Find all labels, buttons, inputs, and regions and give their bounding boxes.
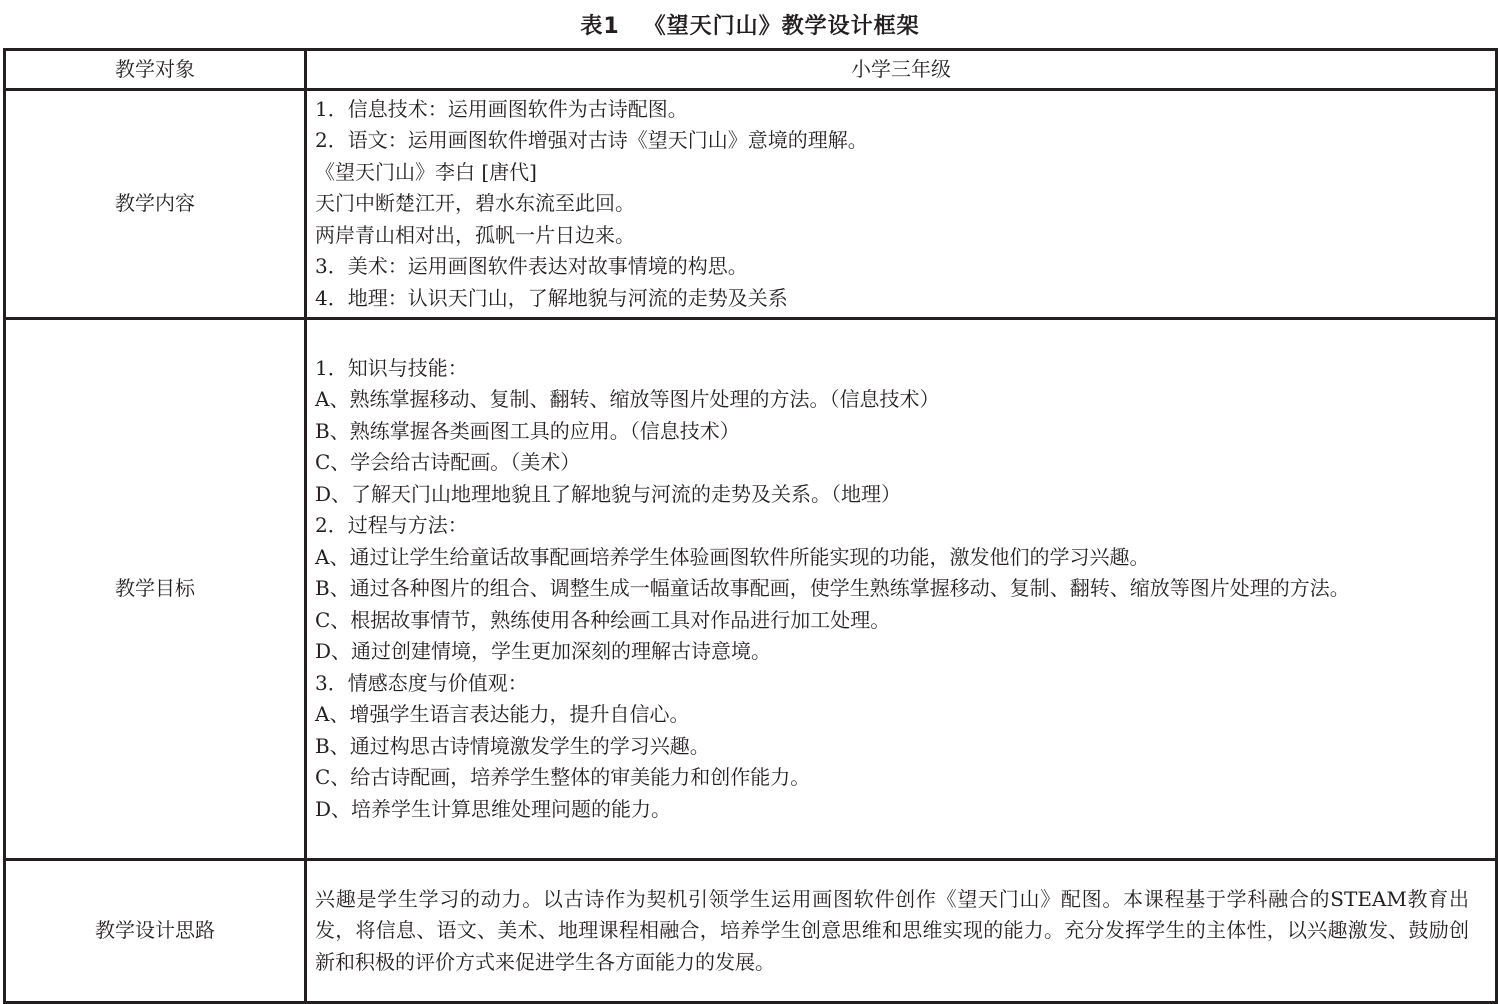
row-value-goals: [306, 319, 1497, 860]
goal-line: C、学会给古诗配画。（美术）: [315, 450, 581, 475]
row-label-goals: 教学目标: [5, 319, 306, 860]
goal-line: 1．知识与技能：: [315, 355, 468, 380]
goal-line: D、培养学生计算思维处理问题的能力。: [315, 796, 672, 821]
content-line: 2．语文：运用画图软件增强对古诗《望天门山》意境的理解。: [315, 128, 868, 153]
goal-line: C、给古诗配画，培养学生整体的审美能力和创作能力。: [315, 765, 811, 790]
content-line: 3．美术：运用画图软件表达对故事情境的构思。: [315, 254, 748, 279]
goal-line: D、了解天门山地理地貌且了解地貌与河流的走势及关系。（地理）: [315, 481, 902, 506]
row-value-content: [306, 90, 1497, 319]
content-line: 《望天门山》李白 [唐代]: [315, 159, 537, 184]
design-paragraph: 兴趣是学生学习的动力。以古诗作为契机引领学生运用画图软件创作《望天门山》配图。本课程基于学科融合的STEAM教育出发，将信息、语文、美术、地理课程相融合，培养学生创意思维和思维实现的能力。充分发挥学生的主体性，以兴趣激发、鼓励创新和积极的评价方式来促进学生各方面能力的发展。: [315, 886, 1469, 974]
content-line: 1．信息技术：运用画图软件为古诗配图。: [315, 96, 688, 121]
content-line: 天门中断楚江开，碧水东流至此回。: [315, 191, 635, 216]
table-title: 《望天门山》教学设计框架: [643, 14, 920, 39]
goal-line: A、通过让学生给童话故事配画培养学生体验画图软件所能实现的功能，激发他们的学习兴趣。: [315, 544, 1150, 569]
row-value-design: [306, 860, 1497, 1003]
goal-line: A、熟练掌握移动、复制、翻转、缩放等图片处理的方法。（信息技术）: [315, 387, 940, 412]
goal-line: B、通过构思古诗情境激发学生的学习兴趣。: [315, 733, 710, 758]
row-label-content: 教学内容: [5, 90, 306, 319]
goal-line: B、熟练掌握各类画图工具的应用。（信息技术）: [315, 418, 740, 443]
content-line: 两岸青山相对出，孤帆一片日边来。: [315, 222, 635, 247]
goal-line: B、通过各种图片的组合、调整生成一幅童话故事配画，使学生熟练掌握移动、复制、翻转、缩放等图片处理的方法。: [315, 576, 1350, 601]
table-caption: [0, 10, 1500, 44]
content-line: 4．地理：认识天门山，了解地貌与河流的走势及关系: [315, 285, 788, 310]
row-label-design: 教学设计思路: [5, 860, 306, 1003]
row-label-target: 教学对象: [5, 50, 306, 90]
goal-line: A、增强学生语言表达能力，提升自信心。: [315, 702, 690, 727]
goal-line: C、根据故事情节，熟练使用各种绘画工具对作品进行加工处理。: [315, 607, 891, 632]
goal-line: 2．过程与方法：: [315, 513, 468, 538]
table-number: 表1: [580, 14, 620, 39]
table-row-goals: [5, 319, 1497, 860]
teaching-design-table: [3, 48, 1498, 1004]
goal-line: D、通过创建情境，学生更加深刻的理解古诗意境。: [315, 639, 772, 664]
table-row-target: [5, 50, 1497, 90]
table-row-content: [5, 90, 1497, 319]
row-value-target: 小学三年级: [306, 50, 1497, 90]
goal-line: 3．情感态度与价值观：: [315, 670, 528, 695]
table-row-design: [5, 860, 1497, 1003]
